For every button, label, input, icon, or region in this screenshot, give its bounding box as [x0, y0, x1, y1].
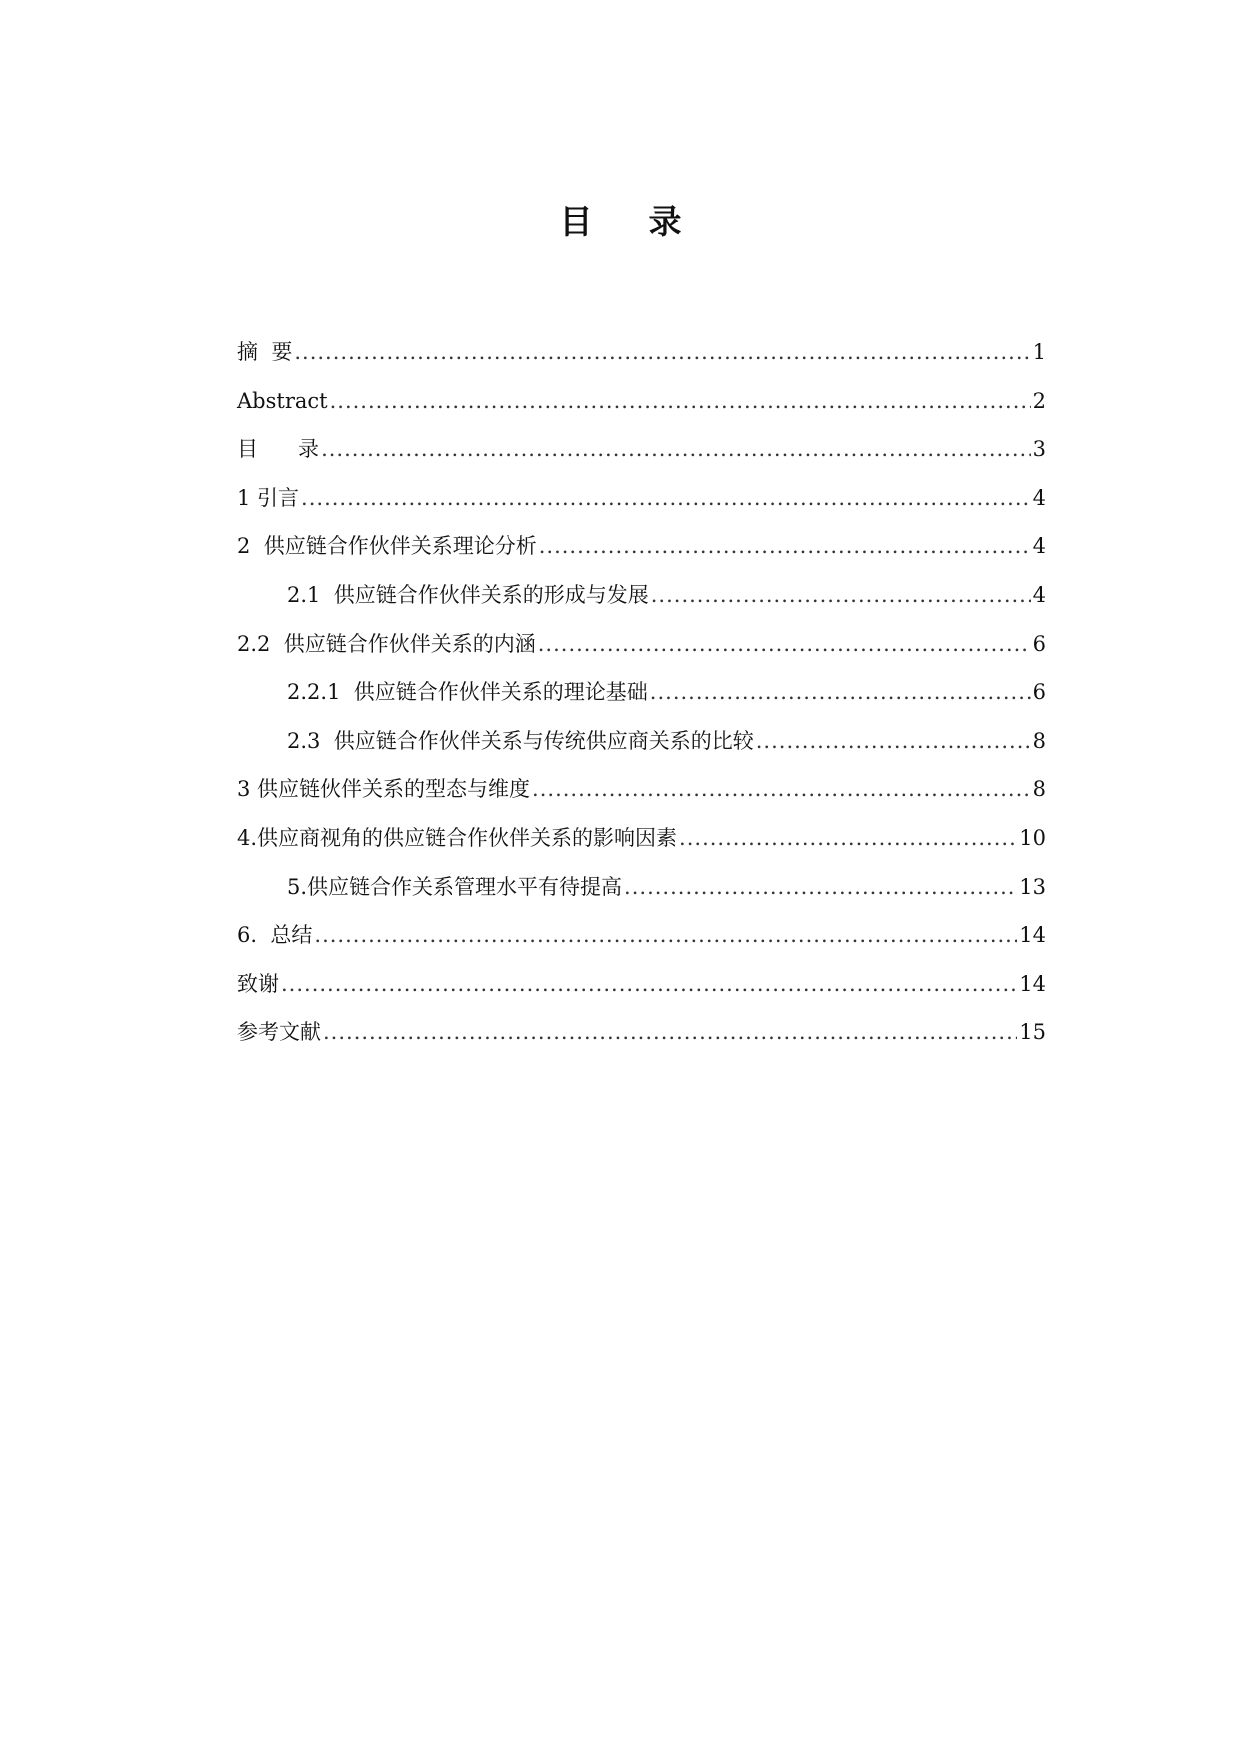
toc-dot-leader: [679, 823, 1017, 853]
toc-entry-section-2-3[interactable]: [237, 726, 1046, 775]
toc-dot-leader: [294, 337, 1030, 367]
toc-dot-leader: [323, 1017, 1017, 1047]
toc-entry-page: 4: [1032, 534, 1046, 559]
toc-entry-label: 3 供应链伙伴关系的型态与维度: [237, 777, 531, 802]
toc-entry-label: 2 供应链合作伙伴关系理论分析: [237, 534, 537, 559]
toc-entry-abstract-cn[interactable]: [237, 337, 1046, 386]
toc-dot-leader: [321, 434, 1031, 464]
toc-entry-page: 14: [1019, 923, 1046, 948]
toc-entry-page: 3: [1032, 437, 1046, 462]
toc-dot-leader: [281, 969, 1017, 999]
toc-entry-section-2-1[interactable]: [237, 580, 1046, 629]
toc-dot-leader: [538, 629, 1031, 659]
toc-entry-page: 1: [1032, 340, 1046, 364]
toc-entry-page: 4: [1032, 485, 1046, 510]
toc-entry-label: 致谢: [237, 971, 279, 996]
toc-entry-page: 15: [1019, 1020, 1046, 1045]
toc-entry-section-2-2[interactable]: [237, 629, 1046, 678]
toc-entry-label: 参考文献: [237, 1020, 321, 1045]
toc-dot-leader: [624, 872, 1017, 902]
toc-entry-chapter-5[interactable]: [237, 872, 1046, 921]
toc-entry-page: 6: [1032, 631, 1046, 656]
toc-dot-leader: [651, 580, 1031, 610]
toc-entry-page: 2: [1032, 388, 1046, 413]
toc-dot-leader: [650, 677, 1031, 707]
toc-entry-acknowledgements[interactable]: [237, 969, 1046, 1018]
toc-entry-label: 2.1 供应链合作伙伴关系的形成与发展: [287, 582, 649, 607]
table-of-contents: [237, 337, 1046, 1066]
toc-entry-chapter-6[interactable]: [237, 920, 1046, 969]
page-title: [0, 196, 1241, 243]
toc-dot-leader: [301, 483, 1031, 513]
toc-dot-leader: [314, 920, 1017, 950]
toc-entry-label: 2.2.1 供应链合作伙伴关系的理论基础: [287, 680, 648, 705]
title-char-left: 目: [559, 202, 593, 241]
toc-entry-section-2-2-1[interactable]: [237, 677, 1046, 726]
toc-entry-page: 8: [1032, 777, 1046, 802]
toc-entry-page: 13: [1019, 874, 1046, 899]
toc-entry-label: 6. 总结: [237, 923, 313, 948]
toc-entry-label: 目 录: [237, 437, 320, 462]
toc-dot-leader: [539, 531, 1031, 561]
toc-entry-contents[interactable]: [237, 434, 1046, 483]
toc-entry-introduction[interactable]: [237, 483, 1046, 532]
toc-entry-label: Abstract: [237, 388, 328, 413]
toc-entry-label: 4.供应商视角的供应链合作伙伴关系的影响因素: [237, 825, 678, 850]
toc-entry-label: 摘 要: [237, 340, 293, 364]
toc-entry-abstract-en[interactable]: [237, 386, 1046, 435]
toc-entry-label: 5.供应链合作关系管理水平有待提高: [287, 874, 623, 899]
toc-entry-label: 2.3 供应链合作伙伴关系与传统供应商关系的比较: [287, 728, 754, 753]
toc-entry-page: 4: [1032, 582, 1046, 607]
toc-entry-label: 2.2 供应链合作伙伴关系的内涵: [237, 631, 536, 656]
toc-entry-page: 14: [1019, 971, 1046, 996]
toc-entry-page: 10: [1019, 825, 1046, 850]
toc-entry-page: 6: [1032, 680, 1046, 705]
toc-entry-page: 8: [1032, 728, 1046, 753]
title-char-right: 录: [648, 202, 682, 241]
toc-entry-label: 1 引言: [237, 485, 300, 510]
toc-dot-leader: [532, 774, 1031, 804]
toc-entry-chapter-4[interactable]: [237, 823, 1046, 872]
toc-dot-leader: [756, 726, 1031, 756]
toc-entry-chapter-3[interactable]: [237, 774, 1046, 823]
toc-entry-chapter-2[interactable]: [237, 531, 1046, 580]
toc-dot-leader: [330, 386, 1031, 416]
toc-entry-references[interactable]: [237, 1017, 1046, 1066]
